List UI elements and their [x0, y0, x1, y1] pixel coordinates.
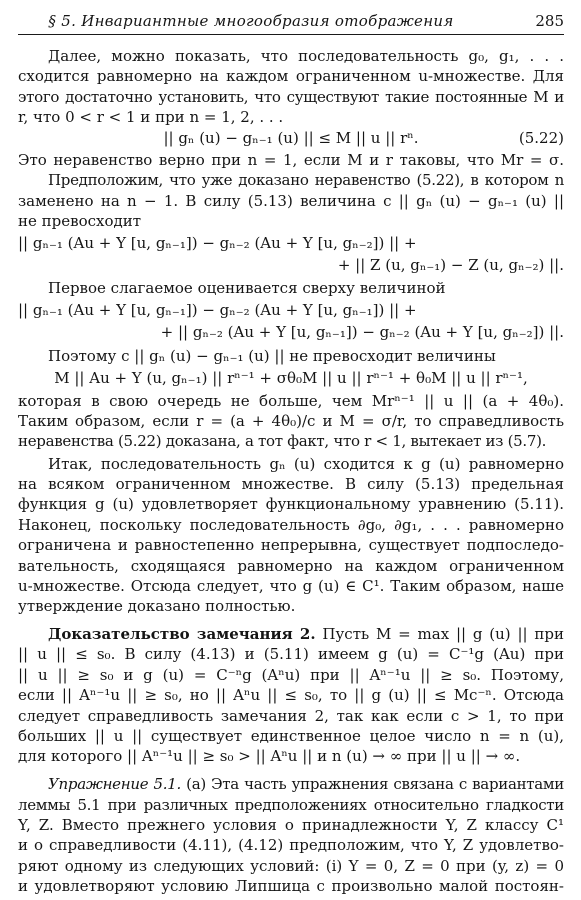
text-line: Это неравенство верно при n = 1, если M и r таковы, что Mr = σ.: [18, 150, 564, 169]
text-line: на всяком ограниченном множестве. В силу (5.13) предельная: [18, 475, 564, 493]
text-line: следует справедливость замечания 2, так как если c > 1, то при: [18, 706, 564, 725]
text-line: леммы 5.1 при различных предположениях относительно гладкости: [18, 795, 564, 814]
equation-body: || gₙ (u) − gₙ₋₁ (u) || ≤ M || u || rⁿ.: [163, 128, 419, 147]
text-line: неравенства (5.22) доказана, а тот факт, что r < 1, вытекает из (5.7).: [18, 432, 547, 451]
display-equation: [18, 128, 564, 148]
text-line: если || Aⁿ⁻¹u || ≥ s₀, но || Aⁿu || ≤ s₀, то || g (u) || ≤ Mc⁻ⁿ. Отсюда: [18, 686, 564, 705]
text-line: Далее, можно показать, что последовательность g₀, g₁, . . .: [48, 47, 564, 65]
text-line: Итак, последовательность gₙ (u) сходится к g (u) равномерно: [48, 454, 564, 473]
text-line: [18, 774, 564, 794]
running-header: [18, 10, 564, 36]
text-line: u-множестве. Отсюда следует, что g (u) ∈ C¹. Таким образом, наше: [18, 576, 564, 595]
text-line: Предположим, что уже доказано неравенство (5.22), в котором n: [48, 171, 564, 190]
text-line: || u || ≥ s₀ и g (u) = C⁻ⁿg (Aⁿu) при || Aⁿ⁻¹u || ≥ s₀. Поэтому,: [18, 665, 564, 684]
text-line: которая в свою очередь не больше, чем Mrⁿ⁻¹ || u || (a + 4θ₀).: [18, 391, 564, 410]
text-line: Поэтому c || gₙ (u) − gₙ₋₁ (u) || не превосходит величины: [48, 347, 496, 366]
equation-number: (5.22): [518, 128, 564, 147]
display-formula-line: + || Z (u, gₙ₋₁) − Z (u, gₙ₋₂) ||.: [337, 256, 564, 275]
text-line: для которого || Aⁿ⁻¹u || ≥ s₀ > || Aⁿu || и n (u) → ∞ при || u || → ∞.: [18, 747, 521, 766]
exercise-text: (a) Эта часть упражнения связана с вариантами: [186, 775, 564, 794]
display-formula-line: M || Au + Y (u, gₙ₋₁) || rⁿ⁻¹ + σθ₀M || u || rⁿ⁻¹ + θ₀M || u || rⁿ⁻¹,: [54, 369, 528, 388]
text-line: || u || ≤ s₀. В силу (4.13) и (5.11) имеем g (u) = C⁻¹g (Au) при: [18, 645, 564, 664]
text-line: [18, 624, 564, 644]
text-line: Таким образом, если r = (a + 4θ₀)/c и M = σ/r, то справедливость: [18, 412, 564, 430]
running-title: § 5. Инвариантные многообразия отображения: [48, 12, 454, 30]
text-line: ограничена и равностепенно непрерывна, существует подпоследо-: [18, 536, 564, 555]
text-line: не превосходит: [18, 211, 142, 230]
text-line: ряют одному из следующих условий: (i) Y = 0, Z = 0 при (y, z) = 0: [18, 856, 564, 875]
text-line: сходится равномерно на каждом ограниченном u-множестве. Для: [18, 67, 564, 86]
text-line: функция g (u) удовлетворяет функциональному уравнению (5.11).: [18, 495, 564, 514]
exercise-heading: Упражнение 5.1.: [48, 775, 181, 794]
text-line: больших || u || существует единственное целое число n = n (u),: [18, 726, 564, 745]
text-line: утверждение доказано полностью.: [18, 597, 296, 616]
text-line: этого достаточно установить, что существуют такие постоянные M и: [18, 87, 564, 106]
text-line: вательность, сходящаяся равномерно на каждом ограниченном: [18, 556, 564, 575]
page-number: 285: [535, 12, 564, 30]
text-line: Y, Z. Вместо прежнего условия о принадлежности Y, Z классу C¹: [18, 815, 564, 834]
text-line: Наконец, поскольку последовательность ∂g₀, ∂g₁, . . . равномерно: [18, 515, 564, 534]
header-rule: [18, 34, 564, 35]
text-line: и удовлетворяют условию Липшица с произвольно малой постоян-: [18, 877, 564, 895]
remark-proof-text: Пусть M = max || g (u) || при: [322, 625, 564, 643]
text-line: и о справедливости (4.11), (4.12) предположим, что Y, Z удовлетво-: [18, 836, 564, 855]
display-formula-line: || gₙ₋₁ (Au + Y [u, gₙ₋₁]) − gₙ₋₂ (Au + Y [u, gₙ₋₂]) || +: [18, 234, 417, 253]
text-line: Первое слагаемое оценивается сверху величиной: [48, 278, 446, 297]
remark-proof-heading: Доказательство замечания 2.: [48, 625, 316, 643]
text-line: r, что 0 < r < 1 и при n = 1, 2, . . .: [18, 108, 284, 127]
display-formula-line: || gₙ₋₁ (Au + Y [u, gₙ₋₁]) − gₙ₋₂ (Au + Y [u, gₙ₋₁]) || +: [18, 300, 417, 319]
text-line: заменено на n − 1. В силу (5.13) величина c || gₙ (u) − gₙ₋₁ (u) ||: [18, 191, 564, 210]
display-formula-line: + || gₙ₋₂ (Au + Y [u, gₙ₋₁]) − gₙ₋₂ (Au + Y [u, gₙ₋₂]) ||.: [160, 323, 564, 341]
